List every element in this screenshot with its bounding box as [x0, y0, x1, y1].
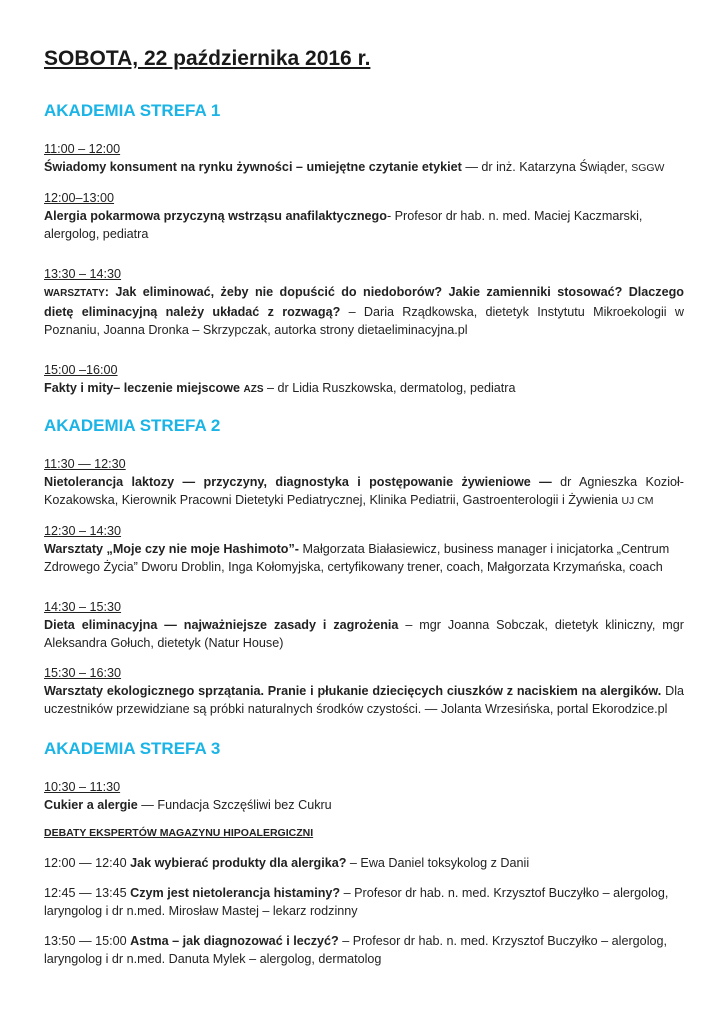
- entry-title: Nietolerancja laktozy — przyczyny, diagnostyka i postępowanie żywieniowe —: [44, 475, 552, 489]
- entry-time: 11:00 – 12:00: [44, 142, 121, 156]
- schedule-entry: [44, 189, 684, 243]
- schedule-entry: [44, 361, 684, 399]
- schedule-entry: [44, 140, 684, 177]
- entry-affiliation: UJ CM: [621, 495, 654, 507]
- entry-title: Cukier a alergie: [44, 798, 138, 812]
- entry-time: 13:30 – 14:30: [44, 267, 122, 281]
- entry-speakers: – mgr Joanna Sobczak, dietetyk kliniczny, mgr Aleksandra Gołuch, dietetyk (Natur House): [44, 618, 684, 650]
- debates-heading: DEBATY EKSPERTÓW MAGAZYNU HIPOALERGICZNI: [44, 827, 314, 839]
- entry-speakers: — dr inż. Katarzyna Świąder,: [461, 160, 632, 174]
- entry-speakers: Dla uczestników przewidziane są próbki naturalnych środków czystości. — Jolanta Wrzesińska, portal Ekorodzice.pl: [44, 684, 684, 716]
- entry-time: 12:30 – 14:30: [44, 524, 122, 538]
- schedule-entry: [44, 664, 684, 718]
- debate-entry: [44, 932, 684, 968]
- debate-speakers: – Profesor dr hab. n. med. Krzysztof Buczyłko – alergolog, laryngolog i dr n.med. Danuta Mylek – alergolog, dermatolog: [44, 934, 667, 966]
- debate-title: Jak wybierać produkty dla alergika?: [130, 856, 347, 870]
- entry-speakers: Małgorzata Białasiewicz, business manager i inicjatorka „Centrum Zdrowego Życia” Dworu Droblin, Inga Kołomyjska, certyfikowany trener, coach, Małgorzata Krzymańska, coach: [44, 542, 670, 574]
- entry-time: 15:00 –16:00: [44, 363, 118, 377]
- entry-speakers: – Daria Rządkowska, dietetyk Instytutu Mikroekologii w Poznaniu, Joanna Dronka – Skrzypczak, autorka strony dietaeliminacyjna.pl: [44, 305, 684, 337]
- schedule-entry: [44, 265, 684, 339]
- entry-tag: AZS: [243, 384, 264, 395]
- entry-time: 11:30 — 12:30: [44, 457, 126, 471]
- entry-prefix: WARSZTATY: [44, 288, 105, 299]
- section-heading-strefa-2: AKADEMIA STREFA 2: [44, 416, 221, 435]
- debate-title: Astma – jak diagnozować i leczyć?: [130, 934, 339, 948]
- schedule-entry: [44, 598, 684, 652]
- entry-time: 15:30 – 16:30: [44, 666, 122, 680]
- debate-time: 13:50 — 15:00: [44, 934, 131, 948]
- schedule-entry: [44, 455, 684, 510]
- entry-title: Świadomy konsument na rynku żywności – umiejętne czytanie etykiet: [44, 160, 462, 174]
- schedule-entry: [44, 778, 684, 814]
- debate-time: 12:45 — 13:45: [44, 886, 131, 900]
- entry-title: Alergia pokarmowa przyczyną wstrząsu anafilaktycznego: [44, 209, 387, 223]
- debate-speakers: – Profesor dr hab. n. med. Krzysztof Buczyłko – alergolog, laryngolog i dr n.med. Mirosław Mastej – lekarz rodzinny: [44, 886, 669, 918]
- entry-title: Fakty i mity– leczenie miejscowe: [44, 381, 244, 395]
- debate-time: 12:00 — 12:40: [44, 856, 131, 870]
- entry-title: Dieta eliminacyjna — najważniejsze zasady i zagrożenia: [44, 618, 399, 632]
- debate-entry: [44, 854, 684, 872]
- entry-time: 12:00–13:00: [44, 191, 115, 205]
- schedule-entry: [44, 522, 684, 576]
- debate-speakers: – Ewa Daniel toksykolog z Danii: [346, 856, 530, 870]
- entry-time: 10:30 – 11:30: [44, 780, 121, 794]
- entry-speakers: dr Agnieszka Kozioł-Kozakowska, Kierownik Pracowni Dietetyki Pediatrycznej, Klinika Pediatrii, Gastroenterologii i Żywienia: [44, 475, 684, 507]
- section-heading-strefa-1: AKADEMIA STREFA 1: [44, 101, 221, 120]
- entry-speakers: — Fundacja Szczęśliwi bez Cukru: [137, 798, 332, 812]
- page-title: SOBOTA, 22 października 2016 r.: [44, 47, 371, 70]
- entry-speakers: - Profesor dr hab. n. med. Maciej Kaczmarski, alergolog, pediatra: [44, 209, 643, 241]
- entry-title: Warsztaty ekologicznego sprzątania. Pranie i płukanie dziecięcych ciuszków z naciskiem na alergików.: [44, 684, 662, 698]
- entry-time: 14:30 – 15:30: [44, 600, 122, 614]
- entry-title: : Jak eliminować, żeby nie dopuścić do niedoborów? Jakie zamienniki stosować? Dlaczego dietę eliminacyjną należy układać z rozwagą?: [44, 285, 684, 319]
- schedule-page: [44, 44, 684, 980]
- entry-affiliation: SGGW: [631, 162, 665, 174]
- section-heading-strefa-3: AKADEMIA STREFA 3: [44, 739, 221, 758]
- debate-title: Czym jest nietolerancja histaminy?: [130, 886, 341, 900]
- entry-title: Warsztaty „Moje czy nie moje Hashimoto”-: [44, 542, 299, 556]
- debate-entry: [44, 884, 684, 920]
- entry-speakers: – dr Lidia Ruszkowska, dermatolog, pediatra: [263, 381, 516, 395]
